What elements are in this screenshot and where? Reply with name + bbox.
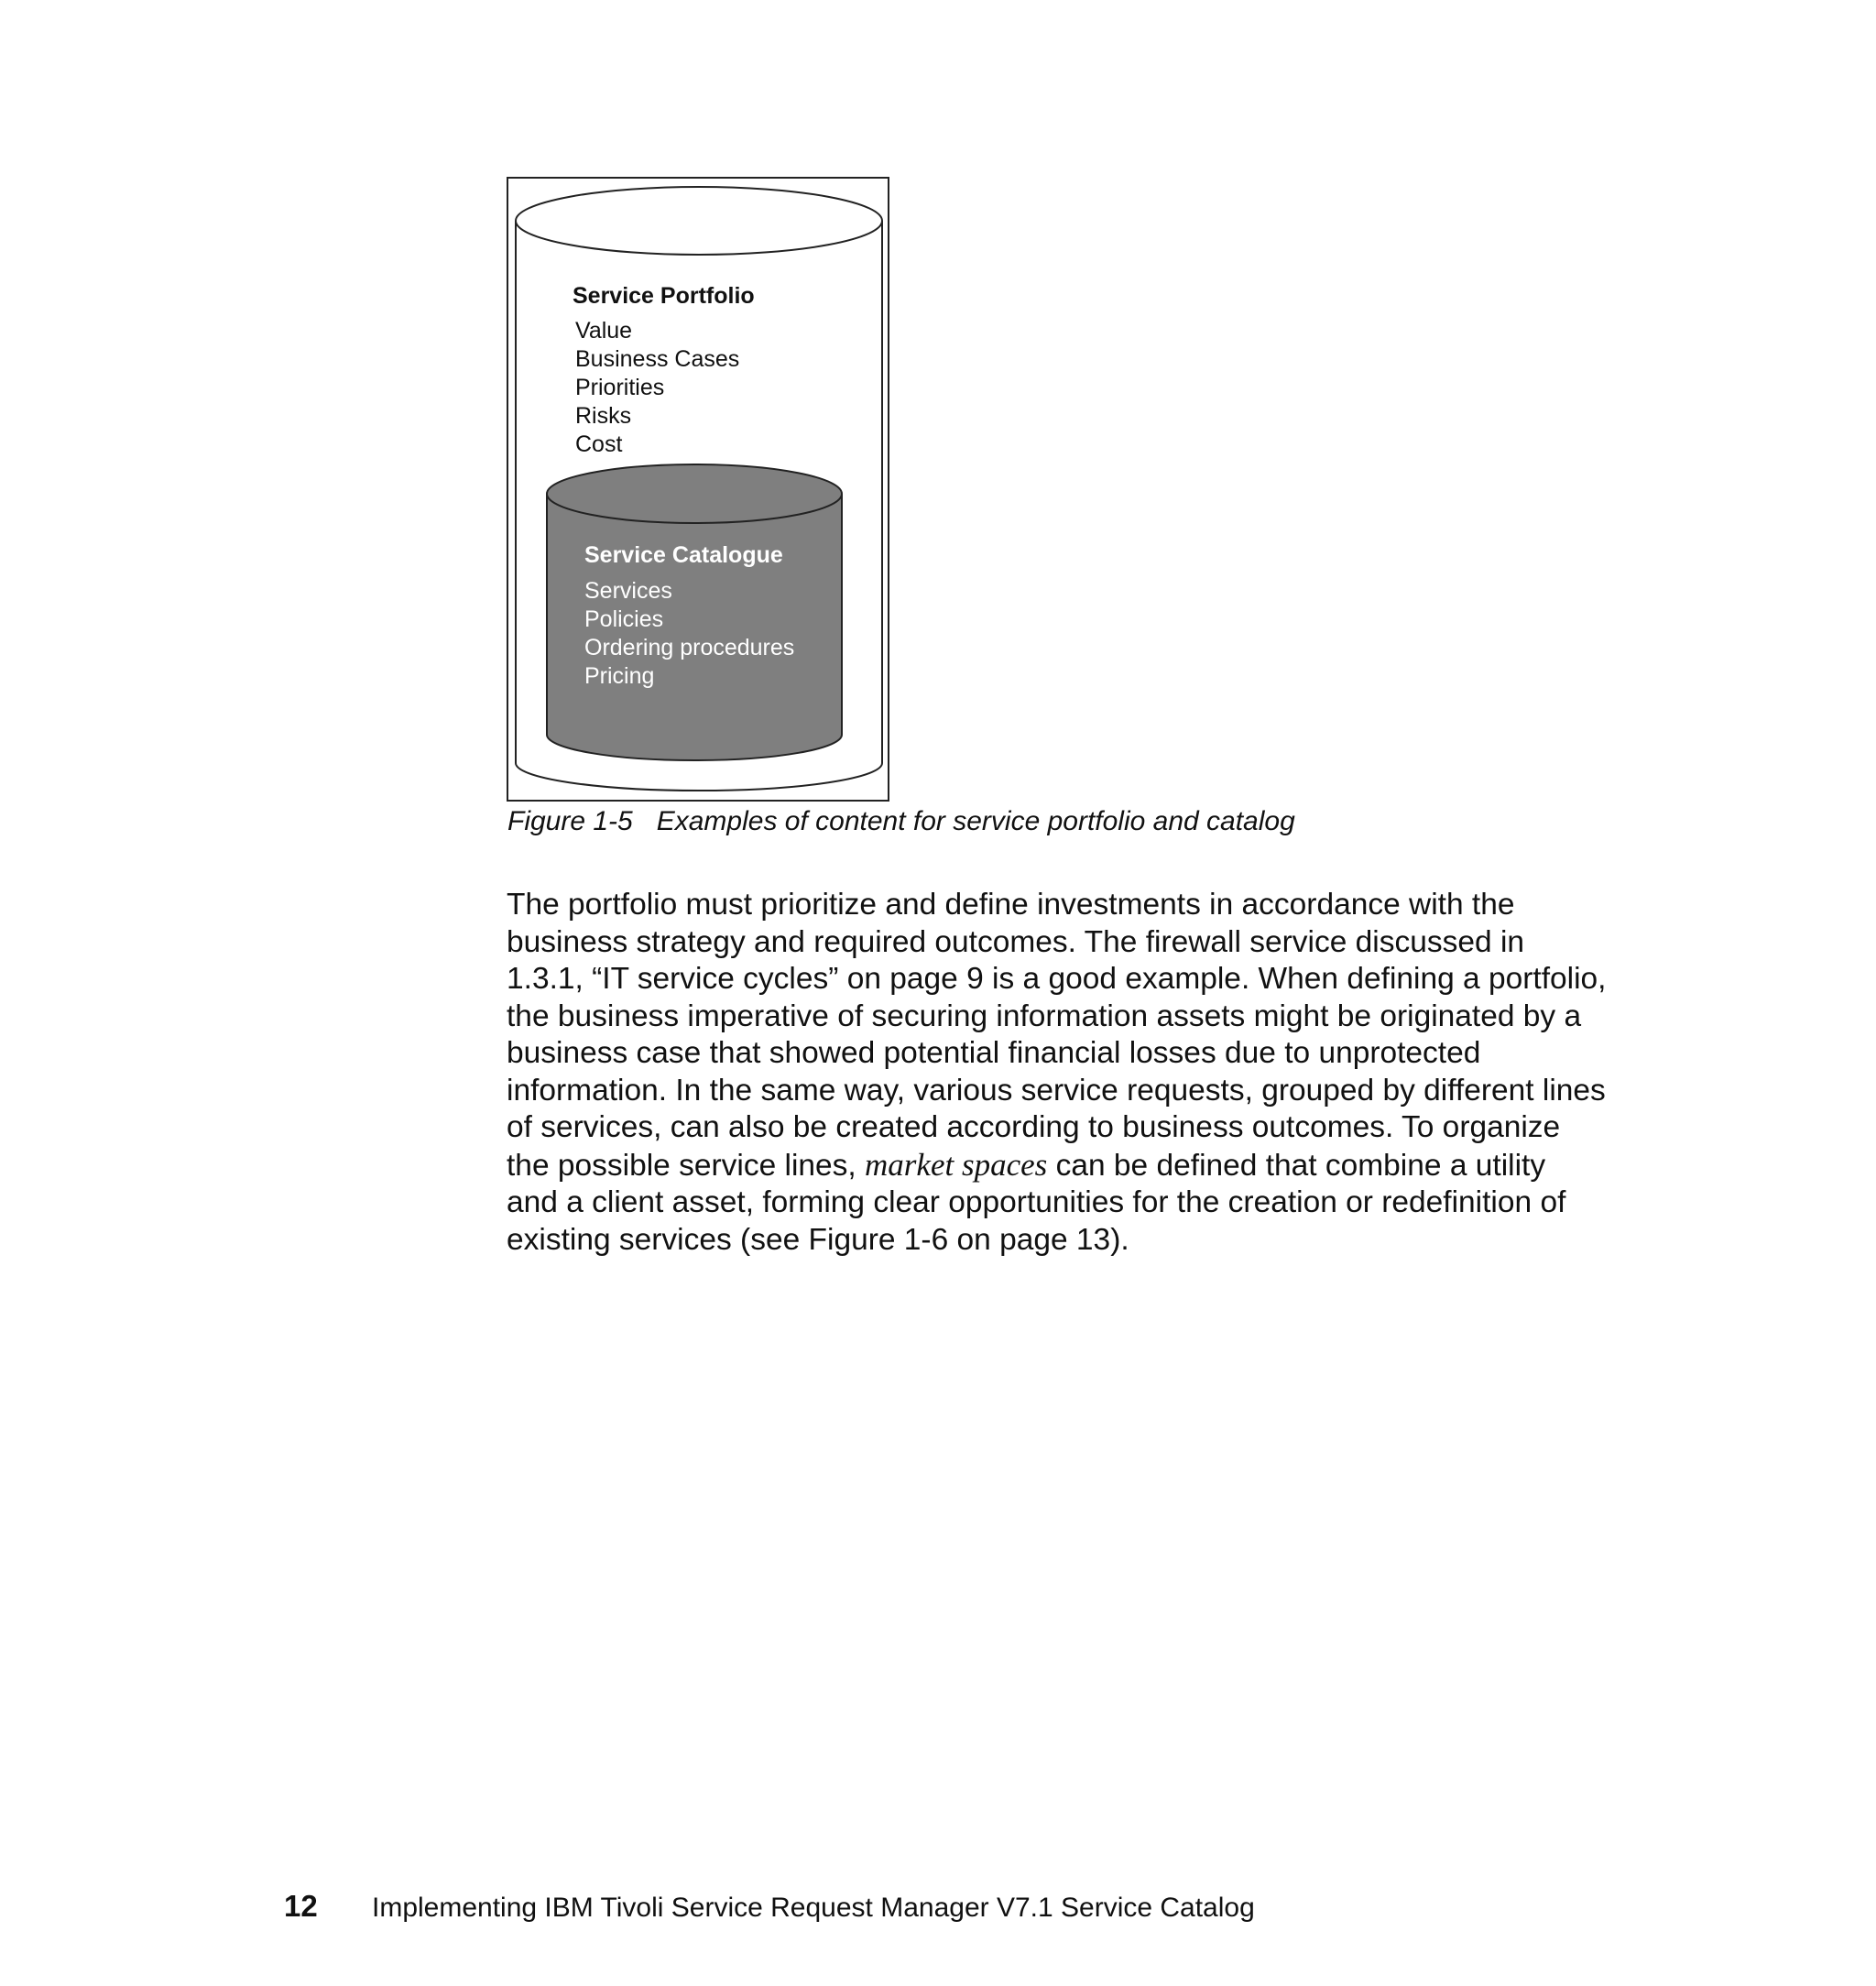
paragraph-line <box>507 1147 1606 1185</box>
paragraph-line: The portfolio must prioritize and define investments in accordance with the <box>507 888 1515 922</box>
figure-caption-text: Examples of content for service portfolio and catalog <box>656 806 1295 836</box>
figure-caption <box>507 806 1295 837</box>
paragraph-line: information. In the same way, various service requests, grouped by different lines <box>507 1073 1606 1108</box>
portfolio-item: Cost <box>575 431 623 457</box>
body-paragraph <box>507 887 1606 1259</box>
paragraph-line: business case that showed potential financial losses due to unprotected <box>507 1036 1481 1070</box>
figure-number: Figure 1-5 <box>507 806 633 836</box>
catalogue-item: Ordering procedures <box>584 635 795 660</box>
service-catalogue-title: Service Catalogue <box>584 542 783 568</box>
portfolio-catalogue-figure <box>507 177 889 802</box>
paragraph-line: and a client asset, forming clear opportunities for the creation or redefinition of <box>507 1185 1566 1219</box>
portfolio-item: Priorities <box>575 375 665 400</box>
line-text: the possible service lines, <box>507 1148 866 1183</box>
paragraph-line: the business imperative of securing information assets might be originated by a <box>507 998 1582 1033</box>
line-text: can be defined that combine a utility <box>1047 1148 1546 1183</box>
portfolio-item: Risks <box>575 403 632 429</box>
portfolio-item: Business Cases <box>575 346 740 372</box>
book-title: Implementing IBM Tivoli Service Request Manager V7.1 Service Catalog <box>372 1893 1255 1923</box>
catalogue-item: Pricing <box>584 663 655 689</box>
paragraph-line-with-link: existing services (see Figure 1-6 on page 13). <box>507 1222 1129 1257</box>
page-footer <box>284 1889 1255 1924</box>
paragraph-line: business strategy and required outcomes. The firewall service discussed in <box>507 924 1525 959</box>
service-portfolio-title: Service Portfolio <box>573 283 755 309</box>
page-number: 12 <box>284 1889 318 1923</box>
emphasized-term: market spaces <box>865 1146 1048 1183</box>
catalogue-item: Services <box>584 578 672 604</box>
paragraph-line-with-link: 1.3.1, “IT service cycles” on page 9 is a good example. When defining a portfolio, <box>507 962 1607 996</box>
paragraph-line: of services, can also be created according to business outcomes. To organize <box>507 1110 1561 1144</box>
figure-diagram <box>507 177 889 802</box>
catalogue-item: Policies <box>584 606 664 632</box>
portfolio-item: Value <box>575 318 633 344</box>
